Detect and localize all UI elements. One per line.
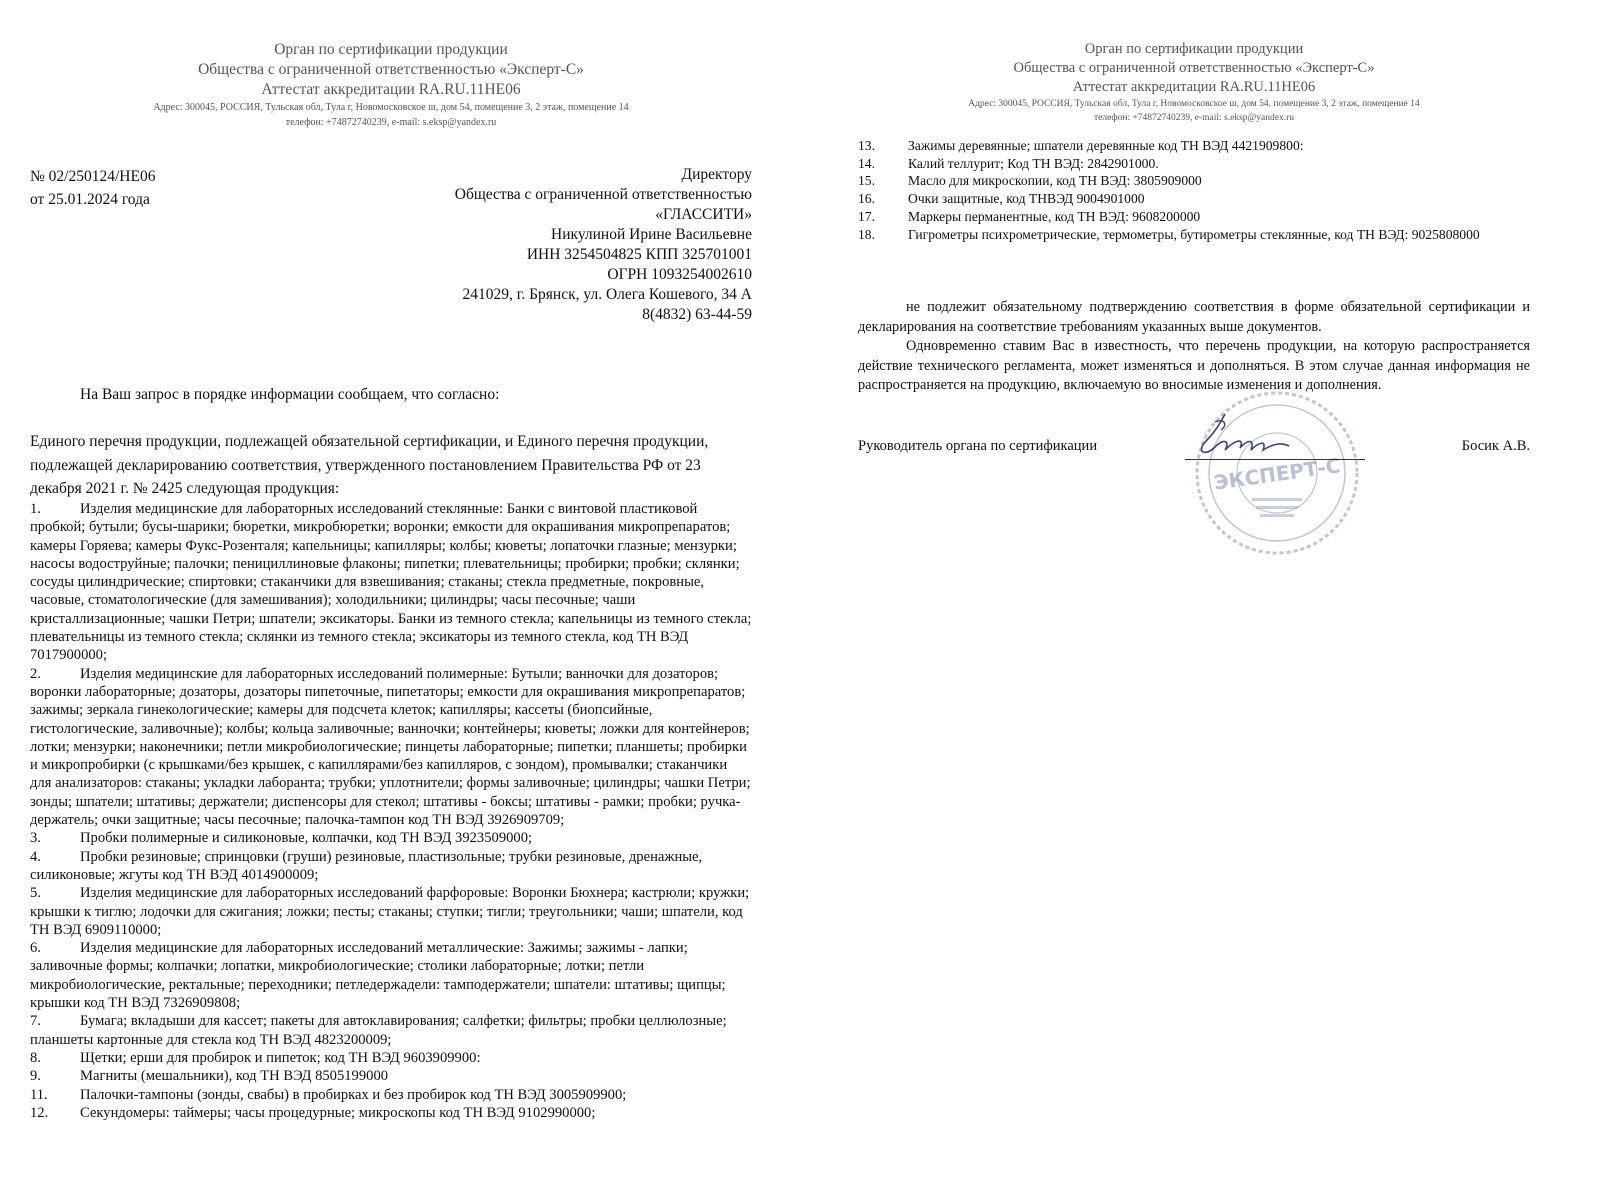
org-line1: Орган по сертификации продукции bbox=[1084, 41, 1304, 57]
list-item bbox=[30, 848, 752, 885]
product-list-right bbox=[858, 137, 1538, 243]
list-item bbox=[30, 1049, 752, 1067]
addressee-line: ОГРН 1093254002610 bbox=[607, 266, 752, 283]
item-text: Изделия медицинские для лабораторных исследований полимерные: Бутыли; ванночки для дозаторов; воронки лабораторные; дозаторы, дозаторы пипеточные, пипетаторы; емкости для окрашивания микропрепаратов; зажимы; зеркала гинекологические; камеры для подсчета клеток; капилляры; кассеты (биопсийные, гистологические, заливочные); колбы; кольца заливочные; ванночки; контейнеры; кюветы; ложки для контейнеров; лотки; мензурки; наконечники; петли микробиологические; пинцеты лабораторные; пипетки; планшеты; пробирки и микропробирки (с крышками/без крышек, с капиллярами/без капилляров, с зондом), промывалки; стаканчики для анализаторов: стаканы; укладки лаборанта; трубки; уплотнители; формы заливочные; цилиндры; чашки Петри; зонды; шпатели; штативы; держатели; диспенсоры для стекол; штативы - боксы; штативы - рамки; пробки; ручка-держатель; очки защитные; часы песочные; палочка-тампон код ТН ВЭД 3926909709; bbox=[30, 665, 751, 829]
letterhead-left bbox=[30, 40, 752, 130]
item-number: 11. bbox=[30, 1086, 48, 1103]
item-number: 17. bbox=[858, 208, 875, 224]
item-text: Маркеры перманентные, код ТН ВЭД: 9608200000 bbox=[908, 208, 1201, 224]
item-number: 7. bbox=[30, 1013, 41, 1030]
closing-paragraph: не подлежит обязательному подтверждению соответствия в форме обязательной сертификации и декларирования на соответствие требованиям указанных выше документов. bbox=[858, 299, 1530, 335]
item-text: Изделия медицинские для лабораторных исследований фарфоровые: Воронки Бюхнера; кастрюли; кружки; крышки к тиглю; лодочки для сжигания; ложки; песты; стаканы; ступки; тигли; треугольники; чаши; шпатели, код ТН ВЭД 6909110000; bbox=[30, 885, 750, 938]
accreditation: Аттестат аккредитации RA.RU.11НЕ06 bbox=[261, 81, 521, 98]
item-number: 6. bbox=[30, 940, 41, 957]
item-number: 13. bbox=[858, 138, 875, 153]
list-item bbox=[30, 665, 752, 830]
contacts: телефон: +74872740239, e-mail: s.eksp@yandex.ru bbox=[1093, 113, 1295, 123]
closing-text bbox=[858, 298, 1530, 396]
list-item bbox=[30, 500, 752, 665]
list-item bbox=[30, 1067, 752, 1085]
list-item bbox=[30, 884, 752, 939]
addressee-line: Общества с ограниченной ответственностью bbox=[454, 186, 752, 203]
list-item bbox=[858, 208, 1538, 226]
address: Адрес: 300045, РОССИЯ, Тульская обл, Тула г, Новомосковское ш, дом 54, помещение 3, 2 этаж, помещение 14 bbox=[968, 99, 1420, 109]
item-number: 12. bbox=[30, 1104, 49, 1121]
stamp-text: ЭКСПЕРТ-С bbox=[1212, 453, 1342, 495]
signer-name: Босик А.В. bbox=[1461, 438, 1530, 454]
item-text: Калий теллурит; Код ТН ВЭД: 2842901000. bbox=[908, 155, 1159, 171]
list-item bbox=[858, 226, 1538, 244]
intro-text: На Ваш запрос в порядке информации сообщаем, что согласно: bbox=[80, 386, 500, 403]
accreditation: Аттестат аккредитации RA.RU.11НЕ06 bbox=[1072, 79, 1316, 95]
item-number: 18. bbox=[858, 226, 875, 242]
contacts: телефон: +74872740239, e-mail: s.eksp@yandex.ru bbox=[285, 117, 497, 128]
lead-text: Единого перечня продукции, подлежащей обязательной сертификации, и Единого перечня продукции, подлежащей декларированию соответствия, утвержденного постановлением Правительства РФ от 23 декабря 2021 г. № 2425 следующая продукция: bbox=[30, 433, 709, 497]
addressee-line: Директору bbox=[681, 166, 752, 183]
list-item bbox=[30, 1012, 752, 1049]
item-text: Зажимы деревянные; шпатели деревянные код ТН ВЭД 4421909800: bbox=[908, 138, 1304, 153]
list-item bbox=[30, 1086, 752, 1104]
signature-image bbox=[1185, 412, 1295, 462]
list-item bbox=[858, 190, 1538, 208]
signature-line bbox=[1185, 459, 1365, 460]
item-text: Изделия медицинские для лабораторных исследований стеклянные: Банки с винтовой пластиковой пробкой; бутыли; бусы-шарики; бюретки, микробюретки; воронки; емкости для окрашивания микропрепаратов; камеры Горяева; камеры Фукс-Розенталя; капельницы; капилляры; колбы; кюветы; лопаточки глазные; мензурки; насосы водоструйные; палочки; пенициллиновые флаконы; пипетки; плевательницы; пробирки; пробки; склянки; сосуды цилиндрические; спиртовки; стаканчики для взвешивания; стаканы; стекла предметные, покровные, часовые, стоматологические (для замешивания); холодильники; цилиндры; часы песочные; чаши кристаллизационные; чашки Петри; шпатели; эксикаторы. Банки из темного стекла; капельницы из темного стекла; плевательницы из темного стекла; склянки из темного стекла; эксикаторы из темного стекла, код ТН ВЭД 7017900000; bbox=[30, 501, 752, 664]
list-item bbox=[30, 829, 752, 847]
letter-reference bbox=[30, 165, 155, 211]
product-list-left bbox=[30, 500, 752, 1122]
address: Адрес: 300045, РОССИЯ, Тульская обл, Тула г, Новомосковское ш, дом 54, помещение 3, 2 этаж, помещение 14 bbox=[153, 102, 629, 113]
list-item bbox=[858, 172, 1538, 190]
item-text: Бумага; вкладыши для кассет; пакеты для автоклавирования; салфетки; фильтры; пробки целлюлозные; планшеты картонные для стекла код ТН ВЭД 4823200009; bbox=[30, 1013, 727, 1048]
letterhead-right bbox=[858, 40, 1530, 125]
item-text: Гигрометры психрометрические, термометры, бутирометры стеклянные, код ТН ВЭД: 9025808000 bbox=[908, 226, 1480, 242]
addressee-line: «ГЛАССИТИ» bbox=[655, 206, 752, 223]
item-number: 3. bbox=[30, 830, 41, 847]
addressee-line: Никулиной Ирине Васильевне bbox=[551, 226, 752, 243]
item-text: Масло для микроскопии, код ТН ВЭД: 3805909000 bbox=[908, 173, 1202, 189]
list-item bbox=[30, 1104, 752, 1122]
item-number: 15. bbox=[858, 173, 875, 189]
letter-number: № 02/250124/НЕ06 bbox=[30, 168, 156, 185]
item-text: Изделия медицинские для лабораторных исследований металлические: Зажимы; зажимы - лапки; заливочные формы; колпачки; лопатки, микробиологические; столики лабораторные; лотки; петли микробиологические, ректальные; переходники; петледержадели: тамподержатели; шпатели: штативы; щипцы; крышки код ТН ВЭД 7326909808; bbox=[30, 940, 726, 1012]
item-text: Щетки; ерши для пробирок и пипеток; код ТН ВЭД 9603909900: bbox=[80, 1049, 481, 1066]
closing-paragraph: Одновременно ставим Вас в известность, что перечень продукции, на которую распространяется действие технического регламента, может изменяться и дополняться. В этом случае данная информация не распространяется на продукцию, включаемую во вносимые изменения и дополнения. bbox=[858, 338, 1530, 393]
item-number: 14. bbox=[858, 155, 875, 171]
item-number: 1. bbox=[30, 501, 41, 517]
addressee-line: 241029, г. Брянск, ул. Олега Кошевого, 34 А bbox=[462, 286, 752, 303]
item-number: 9. bbox=[30, 1068, 41, 1085]
org-line2: Общества с ограниченной ответственностью «Эксперт-С» bbox=[198, 61, 584, 78]
signer-title: Руководитель органа по сертификации bbox=[858, 438, 1098, 454]
item-text: Очки защитные, код ТНВЭД 9004901000 bbox=[908, 191, 1145, 207]
addressee-line: ИНН 3254504825 КПП 325701001 bbox=[526, 246, 752, 263]
item-text: Пробки резиновые; спринцовки (груши) резиновые, пластизольные; трубки резиновые, дренажные, силиконовые; жгуты код ТН ВЭД 4014900009; bbox=[30, 848, 703, 883]
list-item bbox=[858, 155, 1538, 173]
item-number: 5. bbox=[30, 885, 41, 902]
addressee-block bbox=[455, 165, 752, 325]
item-text: Пробки полимерные и силиконовые, колпачки, код ТН ВЭД 3923509000; bbox=[80, 830, 533, 847]
item-number: 2. bbox=[30, 665, 41, 682]
list-item bbox=[30, 939, 752, 1012]
letter-date: от 25.01.2024 года bbox=[30, 191, 150, 208]
item-number: 8. bbox=[30, 1049, 41, 1066]
item-text: Секундомеры: таймеры; часы процедурные; микроскопы код ТН ВЭД 9102990000; bbox=[80, 1104, 596, 1121]
item-text: Магниты (мешальники), код ТН ВЭД 8505199000 bbox=[80, 1068, 389, 1085]
item-text: Палочки-тампоны (зонды, свабы) в пробирках и без пробирок код ТН ВЭД 3005909900; bbox=[80, 1086, 627, 1103]
list-item bbox=[858, 137, 1538, 155]
item-number: 16. bbox=[858, 191, 875, 207]
org-line2: Общества с ограниченной ответственностью «Эксперт-С» bbox=[1013, 60, 1375, 76]
org-line1: Орган по сертификации продукции bbox=[274, 41, 508, 58]
addressee-line: 8(4832) 63-44-59 bbox=[642, 306, 752, 323]
item-number: 4. bbox=[30, 848, 41, 865]
